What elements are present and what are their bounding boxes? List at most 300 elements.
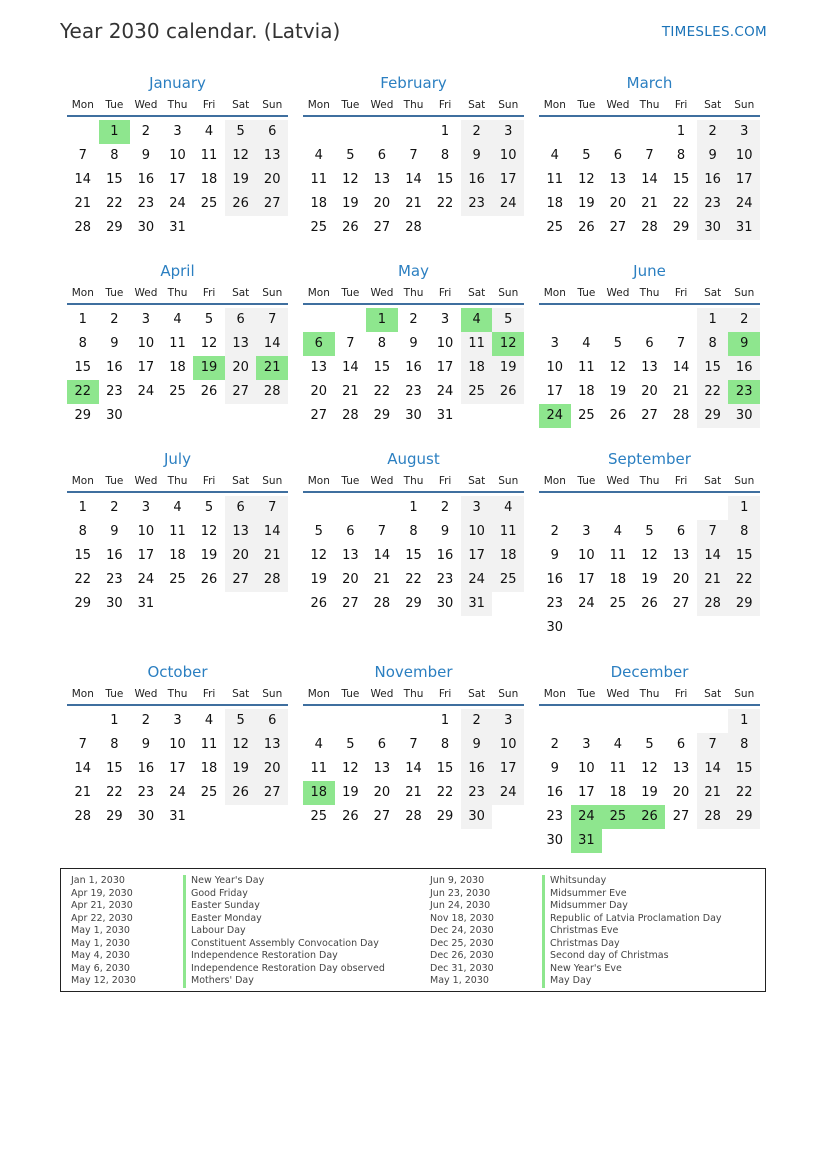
day-cell: 24 [169,196,186,211]
weekday-label: Tue [577,687,596,700]
day-cell: 28 [256,380,288,404]
day-cell: 27 [256,192,288,216]
weekday-label: Sat [468,286,486,299]
day-cell: 4 [204,124,214,139]
day-cell: 2 [728,308,760,332]
day-cell: 1 [409,500,418,515]
day-cell: 12 [641,548,658,563]
day-cell: 24 [137,572,155,587]
weekday-label: Thu [403,98,424,111]
weekday-label: Tue [577,286,596,299]
legend-row [71,875,385,888]
day-cell: 13 [641,360,658,375]
day-cell: 10 [137,524,155,539]
day-cell: 11 [310,172,328,187]
day-cell: 12 [609,360,627,375]
day-grid [67,120,288,240]
day-cell: 14 [74,761,92,776]
day-cell: 14 [697,544,729,568]
legend-holiday-name: Midsummer Day [542,900,628,913]
day-cell: 14 [641,172,658,187]
day-cell: 8 [78,524,87,539]
legend-row [71,913,385,926]
empty-cell [602,709,634,733]
legend-row [430,950,722,963]
day-cell: 17 [169,172,186,187]
legend-date: Apr 19, 2030 [71,887,133,899]
brand-link[interactable]: TIMESLES.COM [661,24,767,40]
weekday-label: Wed [606,474,630,487]
day-cell: 5 [582,148,591,163]
day-cell: 2 [461,120,493,144]
day-cell: 11 [609,548,627,563]
day-cell: 8 [110,148,119,163]
day-cell: 9 [141,148,151,163]
day-cell: 18 [200,172,218,187]
weekday-label: Sat [704,687,722,700]
day-cell: 23 [106,384,123,399]
day-cell: 20 [256,757,288,781]
day-cell: 15 [728,757,760,781]
day-cell: 2 [110,312,119,327]
weekday-label: Sun [498,474,519,487]
day-cell: 26 [200,384,218,399]
empty-cell [335,308,367,332]
day-cell: 21 [74,196,92,211]
month-may [303,260,524,428]
legend-holiday-name: Independence Restoration Day observed [183,963,385,976]
legend-holiday-name: Whitsunday [542,875,606,888]
day-cell: 11 [200,148,218,163]
holiday-day: 18 [303,781,335,805]
day-cell: 10 [169,737,186,752]
weekday-label: Wed [134,98,158,111]
day-cell: 2 [141,124,151,139]
day-cell: 19 [641,572,658,587]
legend-holiday-name: New Year's Day [183,875,264,888]
day-cell: 7 [78,737,87,752]
day-cell: 11 [578,360,595,375]
day-cell: 10 [546,360,564,375]
day-cell: 13 [310,360,328,375]
legend-date: Nov 18, 2030 [430,912,494,924]
weekday-label: Sat [704,286,722,299]
day-cell: 19 [310,572,328,587]
day-cell: 3 [582,524,591,539]
weekday-label: Sat [704,98,722,111]
day-cell: 15 [672,172,690,187]
legend-holiday-name: Christmas Day [542,938,620,951]
day-cell: 17 [546,384,564,399]
weekday-label: Wed [370,687,394,700]
day-cell: 7 [256,496,288,520]
day-cell: 18 [609,785,627,800]
day-cell: 30 [436,596,454,611]
day-cell: 24 [461,568,493,592]
weekday-label: Mon [543,286,566,299]
empty-cell [539,496,571,520]
day-cell: 12 [200,524,218,539]
day-cell: 19 [225,168,257,192]
weekday-label: Mon [307,98,330,111]
day-grid [303,308,524,428]
day-cell: 27 [310,408,328,423]
day-cell: 30 [546,833,564,848]
day-cell: 17 [578,785,595,800]
day-cell: 26 [310,596,328,611]
day-cell: 15 [436,172,454,187]
month-name: May [397,262,429,280]
empty-cell [665,308,697,332]
day-cell: 21 [641,196,658,211]
weekday-label: Tue [105,687,124,700]
day-cell: 15 [697,356,729,380]
day-cell: 21 [74,785,92,800]
empty-cell [366,496,398,520]
day-cell: 12 [342,172,359,187]
day-cell: 24 [137,384,155,399]
month-december [539,661,760,853]
weekday-label: Mon [543,98,566,111]
holiday-day: 12 [492,332,524,356]
legend-date: May 12, 2030 [71,975,136,986]
empty-cell [539,308,571,332]
holiday-day: 6 [303,332,335,356]
day-cell: 22 [74,572,92,587]
month-name: November [374,663,453,681]
empty-cell [634,496,666,520]
day-cell: 30 [137,809,155,824]
legend-row [71,900,385,913]
weekday-label: Tue [105,98,124,111]
weekday-label: Sat [232,98,250,111]
day-cell: 17 [137,548,155,563]
day-cell: 29 [728,805,760,829]
day-cell: 19 [641,785,658,800]
day-cell: 26 [641,596,658,611]
weekday-label: Sun [498,687,519,700]
day-cell: 10 [492,733,524,757]
day-cell: 26 [342,220,359,235]
day-cell: 22 [728,568,760,592]
day-cell: 9 [697,144,729,168]
day-cell: 12 [641,761,658,776]
day-cell: 6 [346,524,355,539]
weekday-label: Thu [167,98,188,111]
day-cell: 7 [409,737,418,752]
weekday-label: Sun [498,98,519,111]
day-grid [67,308,288,428]
day-cell: 29 [672,220,690,235]
empty-cell [697,496,729,520]
day-cell: 27 [609,220,627,235]
weekday-label: Mon [307,474,330,487]
legend-column-left [71,875,385,988]
day-cell: 8 [409,524,418,539]
day-cell: 16 [137,172,155,187]
day-cell: 6 [377,737,387,752]
day-cell: 15 [373,360,391,375]
day-cell: 3 [461,496,493,520]
day-cell: 25 [461,380,493,404]
weekday-label: Thu [639,687,660,700]
weekday-label: Mon [307,687,330,700]
day-cell: 7 [346,336,355,351]
day-cell: 21 [405,196,422,211]
empty-cell [335,120,367,144]
day-cell: 21 [256,544,288,568]
day-cell: 16 [461,757,493,781]
empty-cell [335,709,367,733]
holiday-legend [60,868,766,992]
day-cell: 10 [137,336,155,351]
day-cell: 13 [225,520,257,544]
day-cell: 29 [405,596,422,611]
weekday-label: Sun [734,98,755,111]
weekday-label: Fri [674,98,688,111]
empty-cell [366,709,398,733]
month-april [67,260,288,428]
day-cell: 23 [137,785,155,800]
holiday-day: 4 [461,308,493,332]
day-cell: 28 [405,809,422,824]
day-cell: 25 [492,568,524,592]
legend-date: Dec 25, 2030 [430,937,494,949]
day-cell: 16 [546,572,564,587]
weekday-label: Sun [262,286,283,299]
weekday-label: Wed [370,98,394,111]
month-february [303,72,524,240]
day-cell: 9 [461,144,493,168]
day-cell: 25 [200,785,218,800]
day-cell: 2 [697,120,729,144]
day-cell: 31 [169,220,186,235]
day-cell: 23 [436,572,454,587]
weekday-label: Thu [403,286,424,299]
day-cell: 22 [672,196,690,211]
day-cell: 11 [492,520,524,544]
weekday-label: Tue [341,286,360,299]
legend-row [71,963,385,976]
weekday-label: Thu [403,474,424,487]
day-cell: 4 [173,312,182,327]
empty-cell [67,120,99,144]
weekday-label: Mon [71,286,94,299]
day-cell: 28 [672,408,690,423]
day-cell: 23 [546,596,564,611]
day-cell: 17 [492,168,524,192]
day-cell: 13 [256,144,288,168]
day-cell: 14 [256,520,288,544]
day-cell: 23 [137,196,155,211]
weekday-label: Fri [438,474,452,487]
month-name: September [608,450,691,468]
day-cell: 1 [440,124,450,139]
day-cell: 17 [578,572,595,587]
day-cell: 2 [550,524,559,539]
weekday-label: Sun [734,687,755,700]
legend-date: May 1, 2030 [71,937,130,949]
empty-cell [398,120,430,144]
day-cell: 20 [310,384,328,399]
legend-date: May 6, 2030 [71,962,130,974]
day-grid [539,709,760,853]
legend-date: May 1, 2030 [71,925,130,936]
day-cell: 8 [728,520,760,544]
day-cell: 26 [342,809,359,824]
empty-cell [303,496,335,520]
weekday-header [67,470,288,493]
month-name: June [633,262,666,280]
day-cell: 4 [582,336,591,351]
day-cell: 12 [225,144,257,168]
day-cell: 4 [204,713,214,728]
day-cell: 15 [74,360,92,375]
day-cell: 3 [440,312,450,327]
day-cell: 28 [256,568,288,592]
weekday-label: Sat [232,286,250,299]
day-cell: 10 [578,761,595,776]
day-cell: 30 [137,220,155,235]
day-cell: 7 [409,148,418,163]
day-cell: 1 [78,312,87,327]
day-cell: 20 [373,785,391,800]
legend-holiday-name: Midsummer Eve [542,888,627,901]
day-cell: 28 [74,809,92,824]
legend-holiday-name: Independence Restoration Day [183,950,338,963]
empty-cell [366,120,398,144]
day-cell: 14 [74,172,92,187]
weekday-label: Sun [498,286,519,299]
empty-cell [634,308,666,332]
weekday-header [303,683,524,706]
day-cell: 22 [405,572,422,587]
day-cell: 26 [225,781,257,805]
day-cell: 9 [550,548,559,563]
day-cell: 6 [256,120,288,144]
month-august [303,448,524,616]
day-cell: 27 [256,781,288,805]
day-cell: 3 [492,709,524,733]
day-cell: 8 [697,332,729,356]
empty-cell [571,120,603,144]
day-cell: 29 [373,408,391,423]
empty-cell [571,308,603,332]
weekday-label: Wed [134,474,158,487]
legend-row [430,888,722,901]
day-grid [539,308,760,428]
day-cell: 21 [405,785,422,800]
day-cell: 2 [110,500,119,515]
holiday-day: 24 [571,805,603,829]
day-cell: 27 [672,596,690,611]
day-cell: 5 [645,524,654,539]
holiday-day: 25 [602,805,634,829]
month-name: July [164,450,191,468]
day-cell: 16 [461,168,493,192]
weekday-label: Fri [202,286,216,299]
day-grid [303,120,524,240]
legend-date: Jun 9, 2030 [430,875,485,886]
weekday-label: Sun [262,474,283,487]
month-january [67,72,288,240]
day-cell: 4 [314,148,323,163]
day-cell: 26 [200,572,218,587]
day-cell: 16 [405,360,422,375]
month-name: October [147,663,208,681]
empty-cell [634,120,666,144]
day-cell: 3 [582,737,591,752]
legend-holiday-name: Easter Monday [183,913,262,926]
day-cell: 23 [106,572,123,587]
day-grid [539,496,760,640]
day-cell: 4 [173,500,182,515]
day-cell: 27 [641,408,658,423]
legend-row [71,888,385,901]
day-cell: 5 [204,312,214,327]
day-cell: 2 [461,709,493,733]
day-cell: 16 [436,548,454,563]
empty-cell [571,496,603,520]
legend-holiday-name: Constituent Assembly Convocation Day [183,938,379,951]
day-cell: 10 [461,520,493,544]
day-cell: 8 [110,737,119,752]
legend-row [71,925,385,938]
holiday-day: 31 [571,829,603,853]
day-cell: 18 [310,196,328,211]
day-cell: 5 [314,524,323,539]
day-cell: 18 [492,544,524,568]
day-cell: 15 [74,548,92,563]
day-cell: 22 [106,196,123,211]
day-cell: 17 [137,360,155,375]
month-july [67,448,288,616]
weekday-label: Tue [341,687,360,700]
weekday-label: Fri [438,687,452,700]
holiday-day: 24 [539,404,571,428]
weekday-label: Thu [167,474,188,487]
legend-holiday-name: Good Friday [183,888,248,901]
day-cell: 8 [78,336,87,351]
day-cell: 15 [106,172,123,187]
weekday-label: Sun [734,286,755,299]
holiday-day: 23 [728,380,760,404]
day-grid [303,496,524,616]
weekday-header [67,683,288,706]
legend-date: Apr 22, 2030 [71,912,133,924]
day-cell: 10 [492,144,524,168]
day-cell: 23 [546,809,564,824]
day-cell: 20 [256,168,288,192]
day-cell: 14 [697,757,729,781]
day-cell: 5 [492,308,524,332]
day-cell: 26 [578,220,595,235]
day-cell: 17 [728,168,760,192]
day-cell: 17 [461,544,493,568]
day-cell: 12 [225,733,257,757]
legend-date: Apr 21, 2030 [71,900,133,911]
empty-cell [665,709,697,733]
day-cell: 15 [728,544,760,568]
month-march [539,72,760,240]
day-cell: 2 [440,500,450,515]
weekday-label: Fri [438,286,452,299]
day-cell: 6 [256,709,288,733]
day-cell: 28 [641,220,658,235]
weekday-label: Wed [370,474,394,487]
day-cell: 2 [141,713,151,728]
day-cell: 11 [310,761,328,776]
